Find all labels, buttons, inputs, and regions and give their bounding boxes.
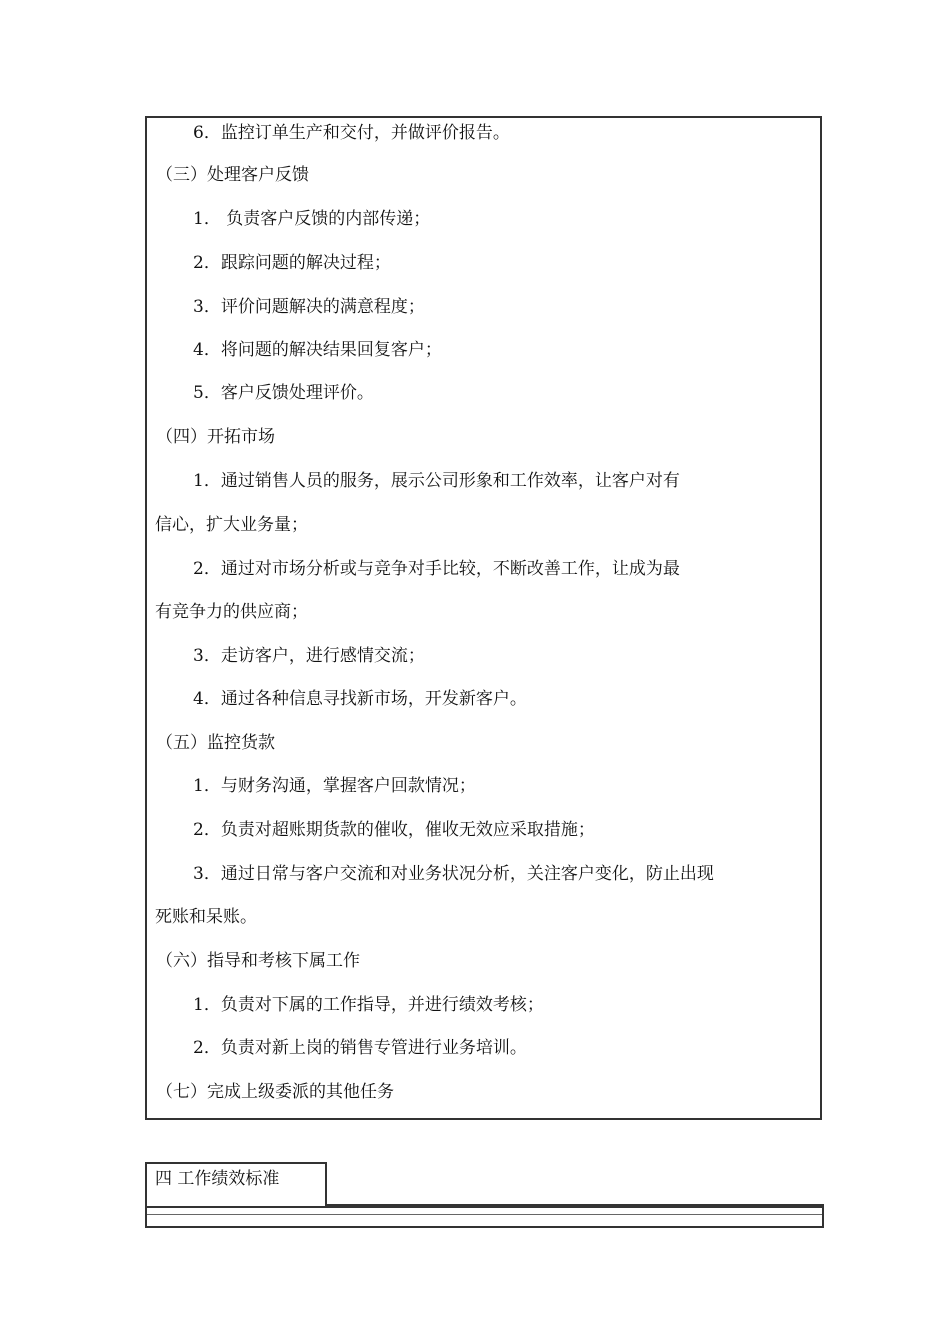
duty-line-continued: 死账和呆账。 [155,907,257,927]
duty-line: 2．负责对新上岗的销售专管进行业务培训。 [193,1038,527,1058]
duty-line: 1． 负责客户反馈的内部传递； [193,209,431,229]
table-row [145,1206,824,1228]
duty-line-continued: 有竞争力的供应商； [155,602,308,622]
duty-line-continued: 信心，扩大业务量； [155,515,308,535]
duty-line: 3．通过日常与客户交流和对业务状况分析，关注客户变化，防止出现 [193,864,714,884]
duties-box [145,116,822,1120]
duty-line: 2．通过对市场分析或与竞争对手比较，不断改善工作，让成为最 [193,559,680,579]
section-four-title: 四 工作绩效标准 [145,1162,327,1206]
section-heading: （三）处理客户反馈 [156,165,309,185]
section-heading: （五）监控货款 [156,733,275,753]
duty-line: 2．跟踪问题的解决过程； [193,253,391,273]
performance-standards-table [145,1162,824,1228]
duty-line: 4．通过各种信息寻找新市场，开发新客户。 [193,689,527,709]
section-heading: （七）完成上级委派的其他任务 [156,1082,394,1102]
duty-line: 4．将问题的解决结果回复客户； [193,340,442,360]
duty-line: 2．负责对超账期货款的催收，催收无效应采取措施； [193,820,595,840]
duty-line: 1．负责对下属的工作指导，并进行绩效考核； [193,995,544,1015]
duty-line: 5．客户反馈处理评价。 [193,383,374,403]
duty-line: 3．走访客户，进行感情交流； [193,646,425,666]
duty-line: 6．监控订单生产和交付，并做评价报告。 [193,123,510,143]
duty-line: 1．通过销售人员的服务，展示公司形象和工作效率，让客户对有 [193,471,680,491]
duty-line: 1．与财务沟通，掌握客户回款情况； [193,776,476,796]
section-heading: （六）指导和考核下属工作 [156,951,360,971]
duty-line: 3．评价问题解决的满意程度； [193,297,425,317]
section-heading: （四）开拓市场 [156,427,275,447]
table-divider [147,1214,822,1215]
